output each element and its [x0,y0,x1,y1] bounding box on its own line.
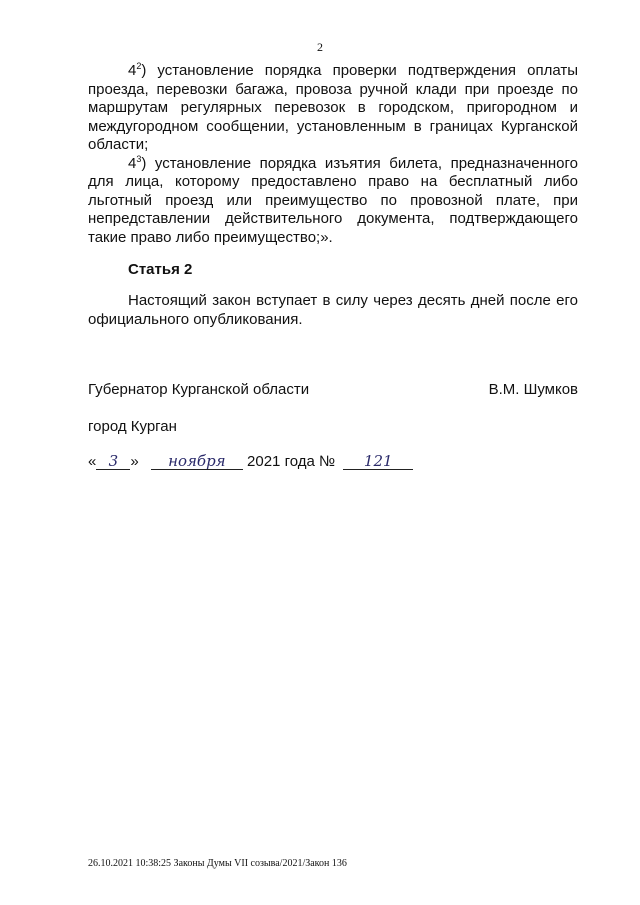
paragraph-marker: 4 [128,154,137,172]
paragraph-text: ) установление порядка изъятия билета, предназначенного для лица, которому предоставлено право на бесплатный либо льготный проезд или преимущество по провозной плате, при непредставлении действительного документа, подтверждающего такие право либо преимущество;». [88,154,578,246]
signature-row [88,381,578,398]
paragraph-4-3 [88,155,578,248]
date-close-quote: » [130,453,139,470]
amendment-text [88,62,578,247]
paragraph-text: ) установление порядка проверки подтверждения оплаты проезда, перевозки багажа, провоза ручной клади при проезде по маршрутам регулярных перевозок в городском, пригородном и междугородном сообщении, установленным в границах Курганской области; [88,62,578,153]
article-text: Настоящий закон вступает в силу через десять дней после его официального опубликования. [88,292,578,328]
paragraph-superscript: 3 [136,153,142,164]
article-title: Статья 2 [128,261,193,278]
date-day: 3 [96,454,130,470]
date-month: ноября [151,454,243,470]
paragraph-marker: 4 [128,62,137,79]
page-number: 2 [317,40,323,54]
article-text-block [88,292,578,329]
paragraph-superscript: 2 [136,61,142,71]
date-open-quote: « [88,453,97,470]
city: город Курган [88,418,177,435]
paragraph-4-2 [88,62,578,155]
date-line [88,453,413,470]
document-footer: 26.10.2021 10:38:25 Законы Думы VII созыва/2021/Закон 136 [88,858,347,869]
signatory-position: Губернатор Курганской области [88,381,310,398]
signatory-name: В.М. Шумков [488,381,578,398]
date-year-text: 2021 года № [247,453,336,470]
law-number: 121 [343,454,413,470]
